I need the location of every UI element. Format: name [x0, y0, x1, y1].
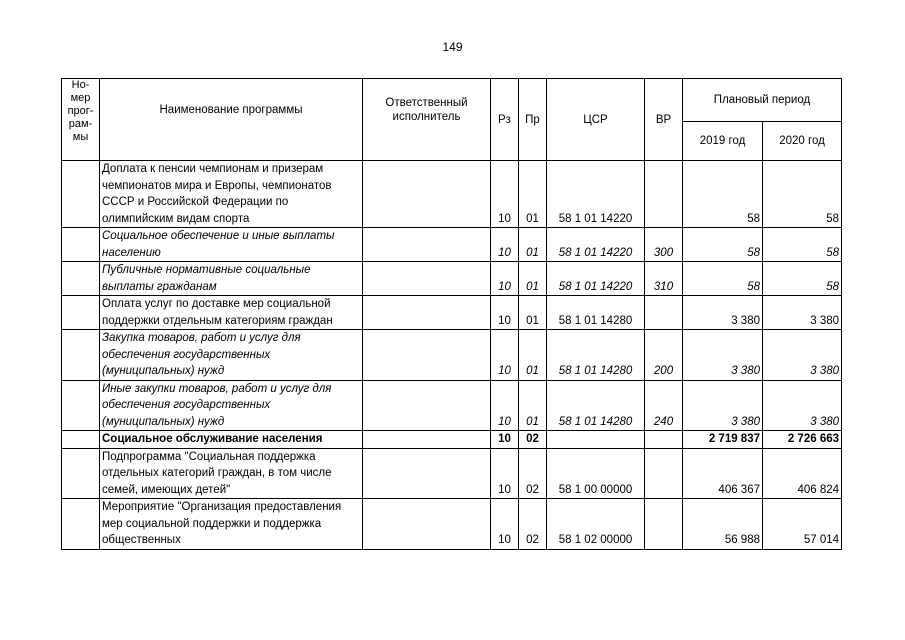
cell-2019: 406 367 — [683, 448, 763, 499]
cell-csr: 58 1 01 14280 — [547, 296, 645, 330]
cell-rz: 10 — [491, 448, 519, 499]
cell-rz: 10 — [491, 499, 519, 550]
cell-rz: 10 — [491, 431, 519, 449]
cell-owner — [363, 448, 491, 499]
table-row — [62, 448, 842, 499]
cell-pr: 02 — [519, 448, 547, 499]
cell-rz: 10 — [491, 296, 519, 330]
cell-2019: 56 988 — [683, 499, 763, 550]
cell-program-name: Социальное обеспечение и иные выплаты населению — [100, 228, 363, 262]
cell-rz: 10 — [491, 262, 519, 296]
cell-vr: 300 — [645, 228, 683, 262]
cell-owner — [363, 499, 491, 550]
table-row — [62, 431, 842, 449]
cell-program-number — [62, 499, 100, 550]
cell-program-name: Социальное обслуживание населения — [100, 431, 363, 449]
table-row — [62, 499, 842, 550]
cell-2019: 58 — [683, 228, 763, 262]
cell-vr: 310 — [645, 262, 683, 296]
cell-rz: 10 — [491, 380, 519, 431]
cell-2020: 58 — [763, 161, 842, 228]
cell-pr: 01 — [519, 296, 547, 330]
cell-vr — [645, 161, 683, 228]
cell-program-number — [62, 431, 100, 449]
cell-2019: 58 — [683, 161, 763, 228]
cell-2019: 3 380 — [683, 330, 763, 381]
cell-program-name: Оплата услуг по доставке мер социальной поддержки отдельным категориям граждан — [100, 296, 363, 330]
cell-owner — [363, 431, 491, 449]
cell-2020: 406 824 — [763, 448, 842, 499]
table-row — [62, 228, 842, 262]
cell-2019: 3 380 — [683, 380, 763, 431]
cell-rz: 10 — [491, 161, 519, 228]
table-row — [62, 161, 842, 228]
cell-program-name: Мероприятие "Организация предоставления мер социальной поддержки и поддержка общественных — [100, 499, 363, 550]
cell-2019: 2 719 837 — [683, 431, 763, 449]
cell-2019: 3 380 — [683, 296, 763, 330]
cell-program-number — [62, 330, 100, 381]
header-program-number: Но- мер прог- рам- мы — [62, 79, 100, 161]
cell-2020: 3 380 — [763, 296, 842, 330]
cell-program-name: Подпрограмма "Социальная поддержка отдельных категорий граждан, в том числе семей, имеющих детей" — [100, 448, 363, 499]
cell-program-name: Иные закупки товаров, работ и услуг для обеспечения государственных (муниципальных) нужд — [100, 380, 363, 431]
table-header — [62, 79, 842, 161]
cell-vr — [645, 448, 683, 499]
cell-program-number — [62, 228, 100, 262]
cell-pr: 01 — [519, 161, 547, 228]
cell-pr: 01 — [519, 228, 547, 262]
table-row — [62, 262, 842, 296]
cell-program-number — [62, 262, 100, 296]
cell-2019: 58 — [683, 262, 763, 296]
cell-owner — [363, 330, 491, 381]
cell-2020: 58 — [763, 262, 842, 296]
cell-csr: 58 1 02 00000 — [547, 499, 645, 550]
cell-2020: 3 380 — [763, 330, 842, 381]
header-vr: ВР — [645, 79, 683, 161]
cell-program-name: Доплата к пенсии чемпионам и призерам чемпионатов мира и Европы, чемпионатов СССР и Российской Федерации по олимпийским видам спорта — [100, 161, 363, 228]
cell-csr: 58 1 01 14220 — [547, 262, 645, 296]
cell-csr — [547, 431, 645, 449]
cell-vr: 240 — [645, 380, 683, 431]
header-pr: Пр — [519, 79, 547, 161]
cell-vr — [645, 499, 683, 550]
cell-pr: 02 — [519, 431, 547, 449]
table-row — [62, 330, 842, 381]
header-plan-period: Плановый период — [683, 79, 842, 122]
cell-vr — [645, 296, 683, 330]
cell-program-name: Публичные нормативные социальные выплаты гражданам — [100, 262, 363, 296]
cell-owner — [363, 296, 491, 330]
table-row — [62, 380, 842, 431]
header-csr: ЦСР — [547, 79, 645, 161]
cell-csr: 58 1 00 00000 — [547, 448, 645, 499]
cell-rz: 10 — [491, 228, 519, 262]
table-body — [62, 161, 842, 550]
header-program-name: Наименование программы — [100, 79, 363, 161]
table-row — [62, 296, 842, 330]
cell-owner — [363, 228, 491, 262]
cell-program-number — [62, 448, 100, 499]
cell-2020: 3 380 — [763, 380, 842, 431]
cell-2020: 58 — [763, 228, 842, 262]
cell-vr: 200 — [645, 330, 683, 381]
header-rz: Рз — [491, 79, 519, 161]
page-number: 149 — [442, 40, 463, 54]
header-year-2019: 2019 год — [683, 122, 763, 161]
budget-table — [61, 78, 842, 550]
cell-program-name: Закупка товаров, работ и услуг для обеспечения государственных (муниципальных) нужд — [100, 330, 363, 381]
cell-owner — [363, 161, 491, 228]
cell-owner — [363, 380, 491, 431]
cell-owner — [363, 262, 491, 296]
cell-pr: 01 — [519, 262, 547, 296]
header-year-2020: 2020 год — [763, 122, 842, 161]
cell-csr: 58 1 01 14280 — [547, 330, 645, 381]
cell-csr: 58 1 01 14220 — [547, 161, 645, 228]
cell-2020: 2 726 663 — [763, 431, 842, 449]
cell-program-number — [62, 161, 100, 228]
cell-pr: 02 — [519, 499, 547, 550]
cell-pr: 01 — [519, 330, 547, 381]
cell-pr: 01 — [519, 380, 547, 431]
cell-csr: 58 1 01 14220 — [547, 228, 645, 262]
cell-program-number — [62, 380, 100, 431]
cell-vr — [645, 431, 683, 449]
header-responsible-executor: Ответственный исполнитель — [363, 79, 491, 161]
cell-rz: 10 — [491, 330, 519, 381]
cell-program-number — [62, 296, 100, 330]
cell-2020: 57 014 — [763, 499, 842, 550]
cell-csr: 58 1 01 14280 — [547, 380, 645, 431]
